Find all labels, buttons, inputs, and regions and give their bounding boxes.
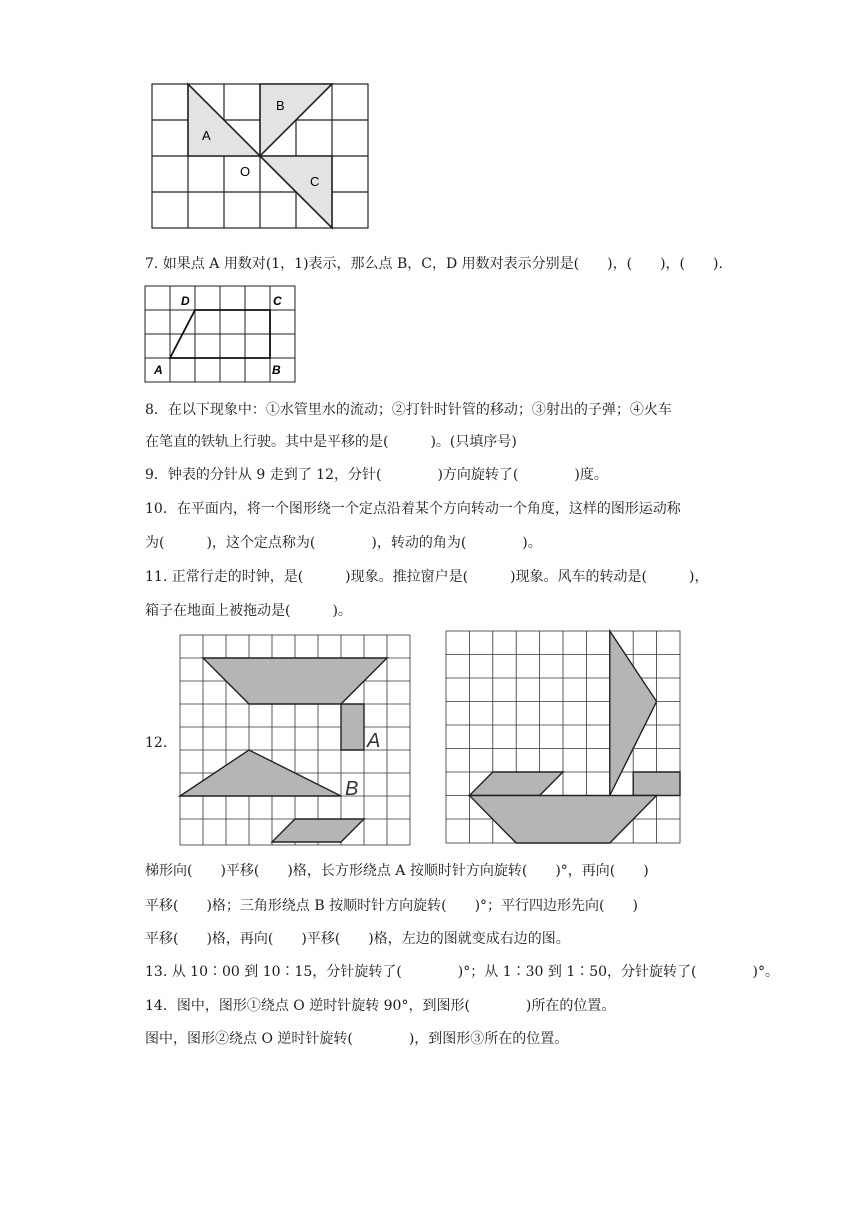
q12-label: 12．	[145, 735, 177, 751]
q12-line2: 平移( )格；三角形绕点 B 按顺时针方向旋转( )°；平行四边形先向( )	[145, 898, 638, 914]
figure-right-boat	[444, 629, 682, 845]
figure-rotation-grid	[150, 82, 372, 230]
label-a: A	[154, 363, 163, 377]
q12-line1: 梯形向( )平移( )格，长方形绕点 A 按顺时针方向旋转( )°，再向( )	[145, 863, 649, 879]
label-o: O	[240, 164, 251, 179]
small-parallelogram	[469, 772, 563, 796]
figure-left-shapes	[178, 633, 412, 847]
q8-line2: 在笔直的铁轨上行驶。其中是平移的是( )。(只填序号)	[145, 434, 517, 450]
q8-line1: 8．在以下现象中：①水管里水的流动；②打针时针管的移动；③射出的子弹；④火车	[145, 402, 672, 418]
q13-text: 13. 从 10∶00 到 10∶15，分针旋转了( )°；从 1∶30 到 1∶50，分针旋转了( )°。	[145, 964, 779, 980]
label-c: C	[310, 174, 320, 189]
q9-text: 9．钟表的分针从 9 走到了 12，分针( )方向旋转了( )度。	[145, 467, 608, 483]
parallelogram	[272, 819, 364, 842]
label-b: B	[276, 98, 285, 113]
q10-line1: 10．在平面内，将一个图形绕一个定点沿着某个方向转动一个角度，这样的图形运动称	[145, 501, 681, 517]
label-d: D	[181, 294, 190, 308]
q7-text: 7. 如果点 A 用数对(1，1)表示，那么点 B，C，D 用数对表示分别是( )，( )，( ).	[145, 256, 723, 272]
trapezoid	[203, 658, 387, 704]
label-b: B	[272, 363, 281, 377]
q10-line2: 为( )，这个定点称为( )，转动的角为( )。	[145, 535, 542, 551]
label-a: A	[367, 730, 381, 752]
figure-coordinate-grid	[143, 284, 299, 386]
q11-line1: 11. 正常行走的时钟，是( )现象。推拉窗户是( )现象。风车的转动是( )，	[145, 569, 709, 585]
flag-rectangle	[633, 772, 680, 796]
hull-trapezoid	[469, 796, 656, 844]
q12-line3: 平移( )格，再向( )平移( )格，左边的图就变成右边的图。	[145, 931, 570, 947]
label-c: C	[273, 294, 282, 308]
label-b: B	[345, 778, 359, 800]
q14-line1: 14．图中，图形①绕点 O 逆时针旋转 90°，到图形( )所在的位置。	[145, 998, 616, 1014]
q14-line2: 图中，图形②绕点 O 逆时针旋转( )，到图形③所在的位置。	[145, 1031, 569, 1047]
label-a: A	[202, 128, 211, 143]
rectangle	[341, 704, 364, 750]
q11-line2: 箱子在地面上被拖动是( )。	[145, 603, 352, 619]
